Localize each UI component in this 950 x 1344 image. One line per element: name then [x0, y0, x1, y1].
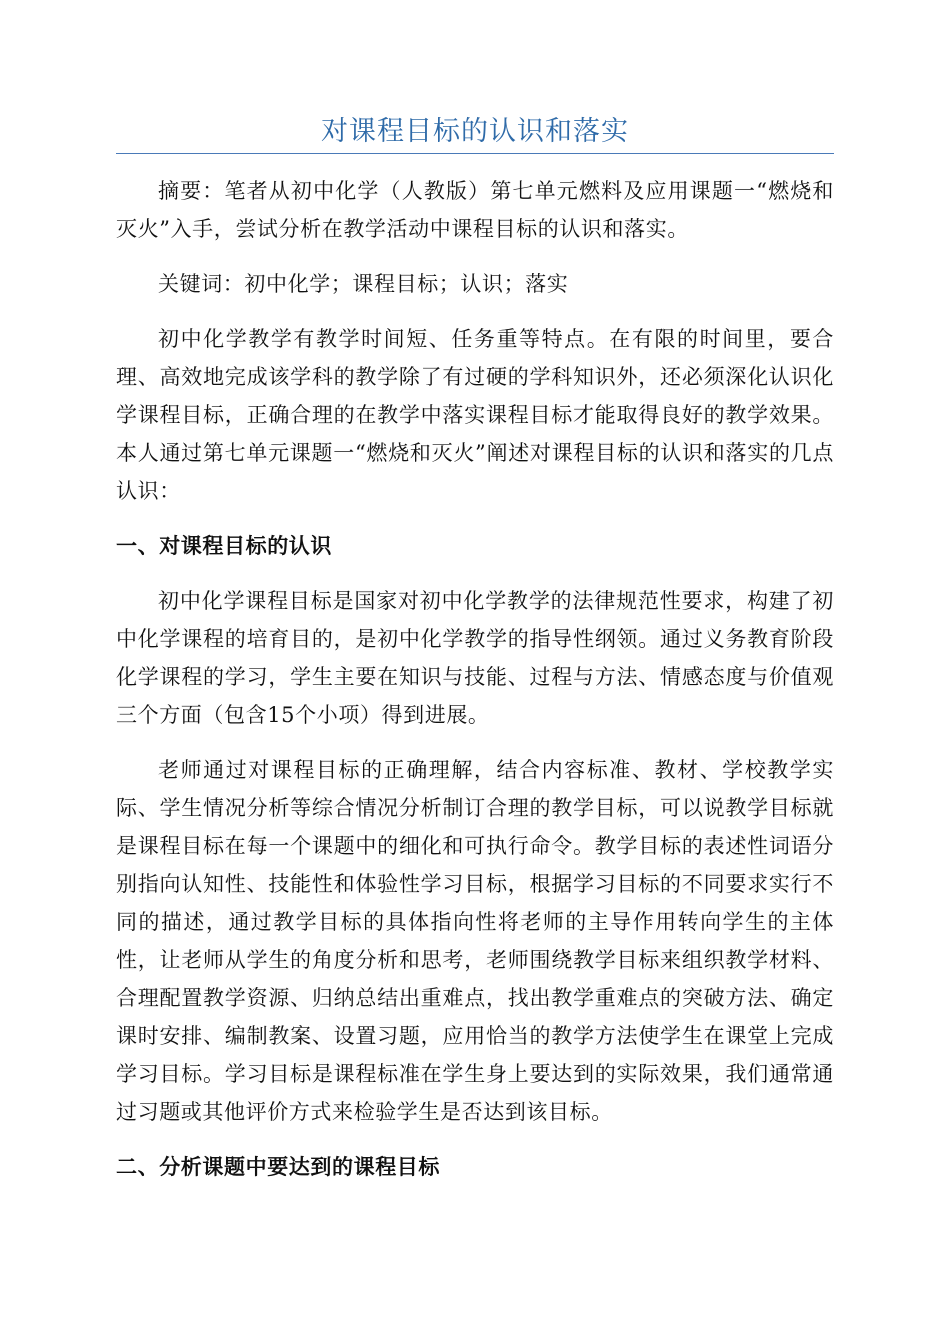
document-body — [116, 172, 834, 1186]
section-1-paragraph-2: 老师通过对课程目标的正确理解，结合内容标准、教材、学校教学实际、学生情况分析等综合情况分析制订合理的教学目标，可以说教学目标就是课程目标在每一个课题中的细化和可执行命令。教学目标的表述性词语分别指向认知性、技能性和体验性学习目标，根据学习目标的不同要求实行不同的描述，通过教学目标的具体指向性将老师的主导作用转向学生的主体性，让老师从学生的角度分析和思考，老师围绕教学目标来组织教学材料、合理配置教学资源、归纳总结出重难点，找出教学重难点的突破方法、确定课时安排、编制教案、设置习题，应用恰当的教学方法使学生在课堂上完成学习目标。学习目标是课程标准在学生身上要达到的实际效果，我们通常通过习题或其他评价方式来检验学生是否达到该目标。 — [116, 758, 834, 1124]
section-1-heading: 一、对课程目标的认识 — [116, 534, 332, 558]
abstract-paragraph: 摘要：笔者从初中化学（人教版）第七单元燃料及应用课题一“燃烧和灭火”入手，尝试分析在教学活动中课程目标的认识和落实。 — [116, 179, 834, 241]
section-1-paragraph-1: 初中化学课程目标是国家对初中化学教学的法律规范性要求，构建了初中化学课程的培育目的，是初中化学教学的指导性纲领。通过义务教育阶段化学课程的学习，学生主要在知识与技能、过程与方法、情感态度与价值观三个方面（包含15个小项）得到进展。 — [116, 589, 834, 727]
keywords-paragraph: 关键词：初中化学；课程目标；认识；落实 — [158, 272, 569, 296]
intro-paragraph: 初中化学教学有教学时间短、任务重等特点。在有限的时间里，要合理、高效地完成该学科的教学除了有过硬的学科知识外，还必须深化认识化学课程目标，正确合理的在教学中落实课程目标才能取得良好的教学效果。本人通过第七单元课题一“燃烧和灭火”阐述对课程目标的认识和落实的几点认识： — [116, 327, 834, 503]
section-2-heading: 二、分析课题中要达到的课程目标 — [116, 1155, 440, 1179]
title-underline — [116, 153, 834, 154]
document-title: 对课程目标的认识和落实 — [321, 116, 629, 147]
